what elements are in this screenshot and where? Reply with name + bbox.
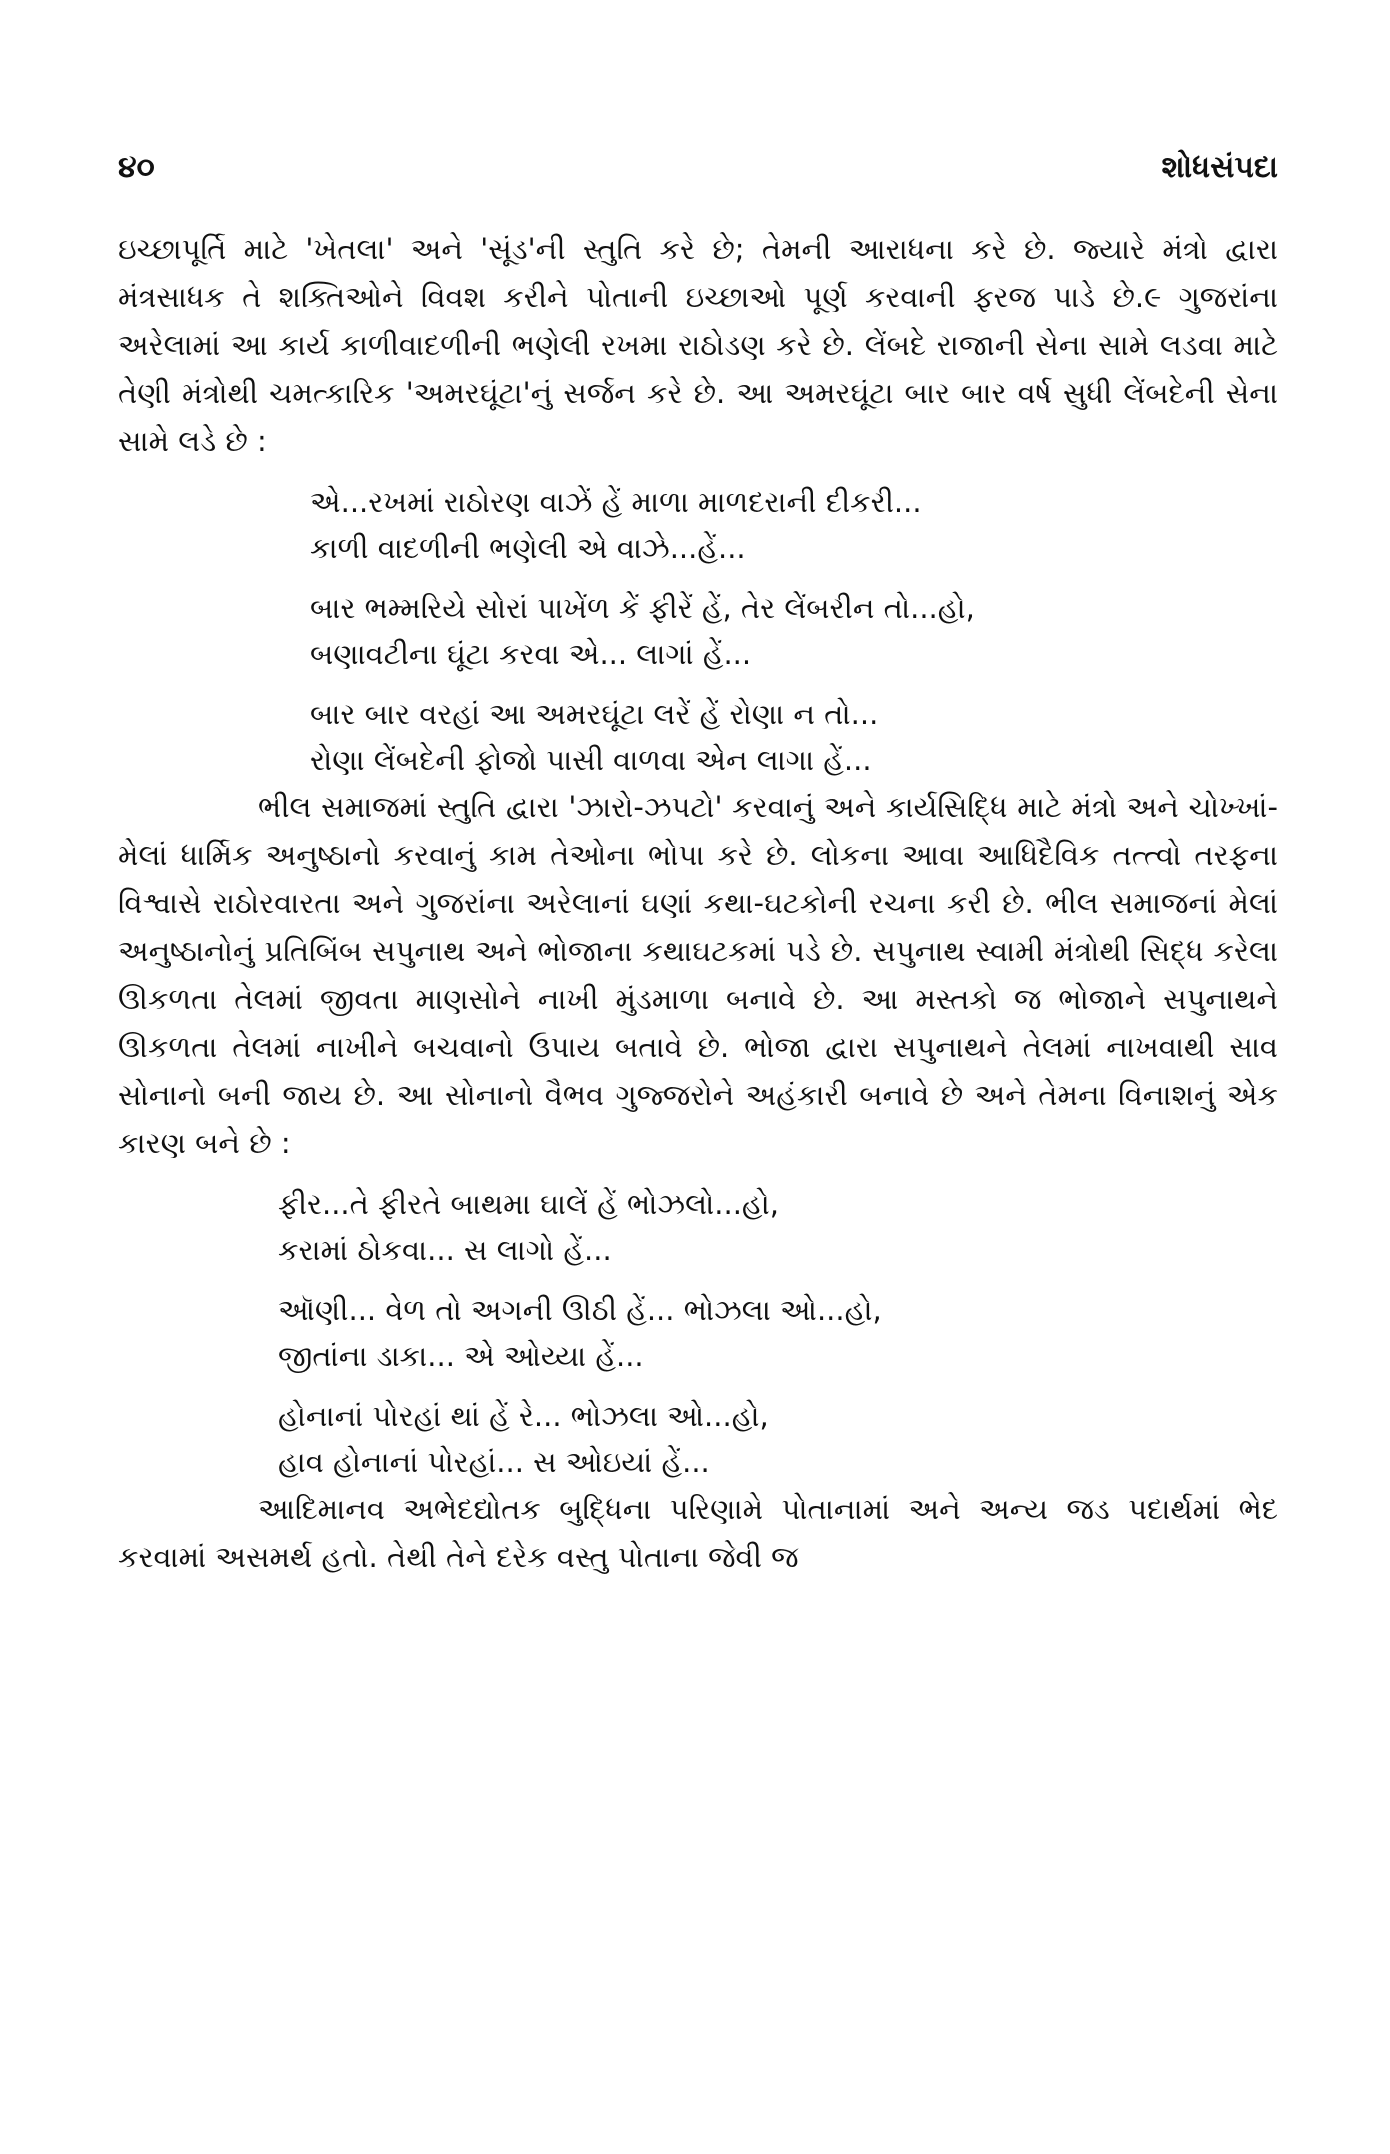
verse-2-stanza-3 — [118, 1393, 1278, 1485]
page-header — [118, 150, 1278, 185]
verse-1-stanza-2 — [118, 585, 1278, 677]
verse-line: હાવ હોનાનાં પોરહાં... સ ઓઇયાં હેં... — [278, 1445, 710, 1479]
paragraph-3: આદિમાનવ અભેદદ્યોતક બુદ્ધિના પરિણામે પોતાનામાં અને અન્ય જડ પદાર્થમાં ભેદ કરવામાં અસમર્થ હતો. તેથી તેને દરેક વસ્તુ પોતાના જેવી જ — [118, 1492, 1278, 1574]
verse-line: બાર બાર વરહાં આ અમરઘૂંટા લરેં હેં રોણા ન તો... — [310, 697, 879, 731]
verse-line: જીતાંના ડાકા... એ ઓય્યા હેં... — [278, 1339, 644, 1373]
page-body — [118, 225, 1278, 1581]
verse-line: કરામાં ઠોકવા... સ લાગો હેં... — [278, 1233, 612, 1267]
verse-line: હોનાનાં પોરહાં થાં હેં રે... ભોઝલા ઓ...હો, — [278, 1399, 769, 1433]
verse-line: રોણા લેંબદેની ફોજો પાસી વાળવા એન લાગા હેં... — [310, 743, 872, 777]
running-title: શોધસંપદા — [1161, 150, 1278, 185]
verse-line: કાળી વાદળીની ભણેલી એ વાઝે...હેં... — [310, 531, 746, 565]
paragraph-2: ભીલ સમાજમાં સ્તુતિ દ્વારા 'ઝારો-ઝપટો' કરવાનું અને કાર્યસિદ્ધિ માટે મંત્રો અને ચોખ્ખાં-મેલાં ધાર્મિક અનુષ્ઠાનો કરવાનું કામ તેઓના ભોપા કરે છે. લોકના આવા આધિદૈવિક તત્ત્વો તરફના વિશ્વાસે રાઠોરવારતા અને ગુજરાંના અરેલાનાં ઘણાં કથા-ઘટકોની રચના કરી છે. ભીલ સમાજનાં મેલાં અનુષ્ઠાનોનું પ્રતિબિંબ સપુનાથ અને ભોજાના કથાઘટકમાં પડે છે. સપુનાથ સ્વામી મંત્રોથી સિદ્ધ કરેલા ઊકળતા તેલમાં જીવતા માણસોને નાખી મુંડમાળા બનાવે છે. આ મસ્તકો જ ભોજાને સપુનાથને ઊકળતા તેલમાં નાખીને બચવાનો ઉપાય બતાવે છે. ભોજા દ્વારા સપુનાથને તેલમાં નાખવાથી સાવ સોનાનો બની જાય છે. આ સોનાનો વૈભવ ગુજ્જરોને અહંકારી બનાવે છે અને તેમના વિનાશનું એક કારણ બને છે : — [118, 790, 1278, 1160]
verse-line: ફીર...તે ફીરતે બાથમા ઘાલેં હેં ભોઝલો...હો, — [278, 1187, 780, 1221]
verse-1-stanza-1 — [118, 479, 1278, 571]
verse-line: બાર ભમ્મરિયે સોરાં પાખેંળ કેં ફીરેં હેં, તેર લેંબરીન તો...હો, — [310, 591, 975, 625]
verse-line: ઑણી... વેળ તો અગની ઊઠી હેં... ભોઝલા ઓ...હો, — [278, 1293, 882, 1327]
paragraph-1: ઇચ્છાપૂર્તિ માટે 'ખેતલા' અને 'સૂંડ'ની સ્તુતિ કરે છે; તેમની આરાધના કરે છે. જ્યારે મંત્રો દ્વારા મંત્રસાધક તે શક્તિઓને વિવશ કરીને પોતાની ઇચ્છાઓ પૂર્ણ કરવાની ફરજ પાડે છે.૯ ગુજરાંના અરેલામાં આ કાર્ય કાળીવાદળીની ભણેલી રખમા રાઠોડણ કરે છે. લેંબદે રાજાની સેના સામે લડવા માટે તેણી મંત્રોથી ચમત્કારિક 'અમરઘૂંટા'નું સર્જન કરે છે. આ અમરઘૂંટા બાર બાર વર્ષ સુધી લેંબદેની સેના સામે લડે છે : — [118, 232, 1278, 458]
verse-2-stanza-1 — [118, 1181, 1278, 1273]
verse-2-stanza-2 — [118, 1287, 1278, 1379]
verse-line: એ...રખમાં રાઠોરણ વાઝેં હેં માળા માળદરાની દીકરી... — [310, 485, 922, 519]
page-number: ૪૦ — [118, 150, 155, 185]
verse-line: બણાવટીના ઘૂંટા કરવા એ... લાગાં હેં... — [310, 637, 752, 671]
verse-1-stanza-3 — [118, 691, 1278, 783]
